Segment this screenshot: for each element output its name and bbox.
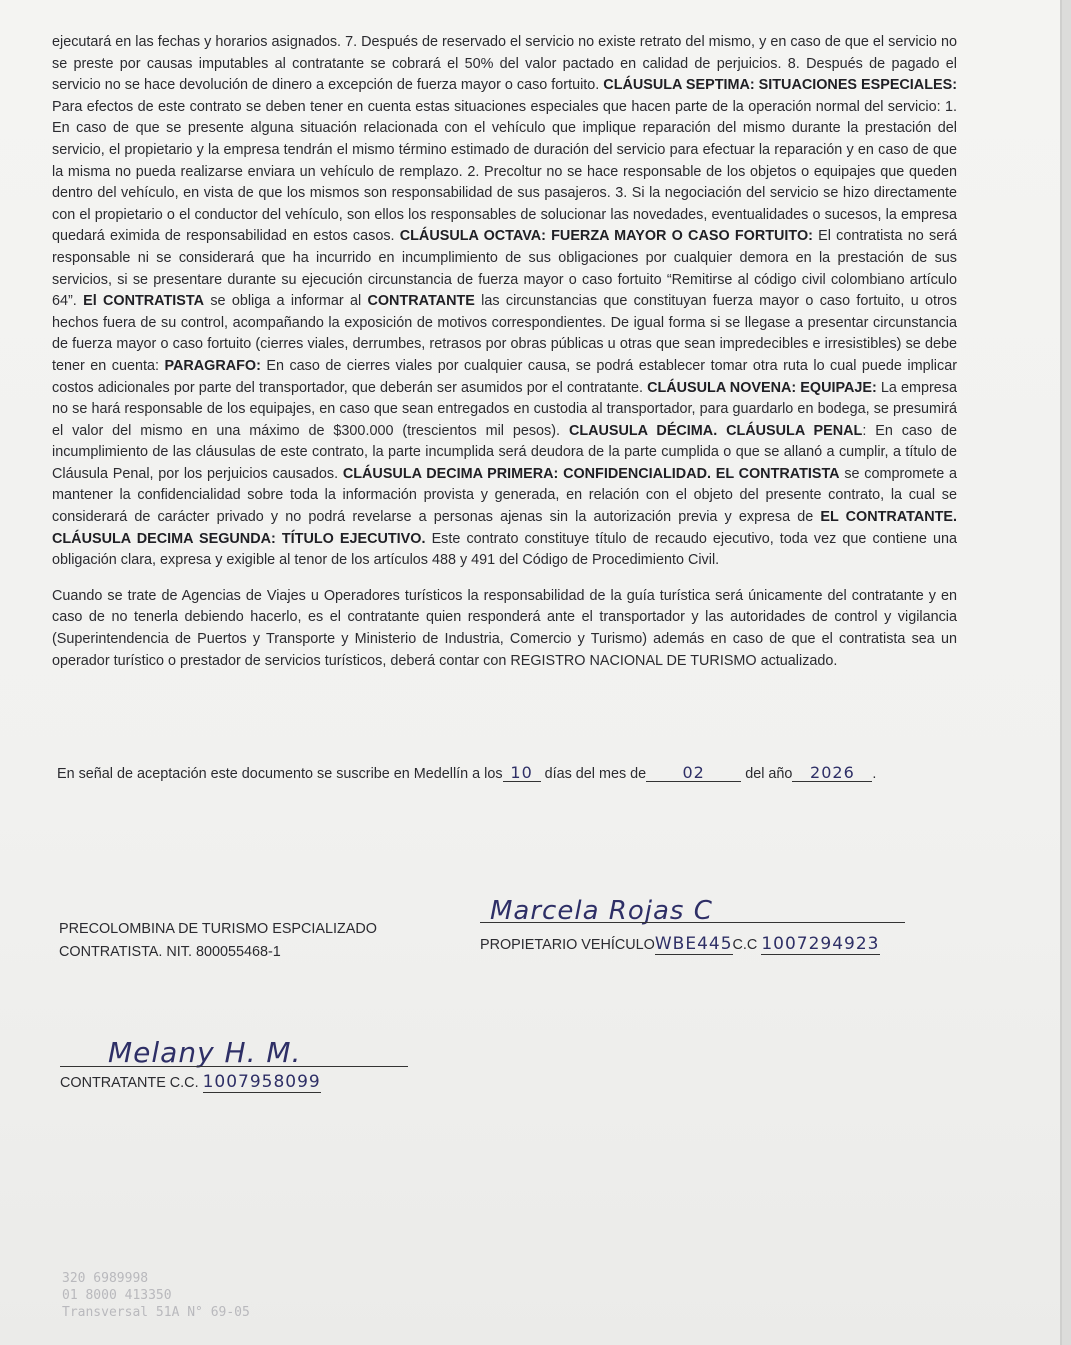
clause-text: : En caso de incumplimiento de las cláusulas de este contrato, la parte incumplida será deudora de la parte cumplida o que se allanó a cumplir, a título de Cláusula Penal, por los perjuicios causados. (52, 422, 957, 482)
clause-text: La empresa no se hará responsable de los equipajes, en caso que sean entregados en custodia al transportador, para guardarlo en bodega, se presumirá el valor del mismo en una máximo de $300.000 (trescientos mil pesos). (52, 379, 958, 439)
owner-cc-label: C.C (732, 937, 758, 953)
vehicle-plate: WBE445 (654, 934, 733, 954)
client-label: CONTRATANTE C.C. (60, 1075, 199, 1091)
acceptance-line (57, 765, 876, 782)
clause-text: En caso de cierres viales por cualquier causa, se podrá establecer tomar otra ruta lo cual puede implicar costos adicionales por parte del transportador, que deberán ser asumidos por el contratante. (52, 357, 957, 396)
clause-heading: CLÁUSULA SEPTIMA: SITUACIONES ESPECIALES: (603, 77, 957, 94)
day-field: 10 (503, 765, 541, 782)
clause-heading: CLÁUSULA OCTAVA: FUERZA MAYOR O CASO FORTUITO: (399, 228, 813, 245)
clause-text: se obliga a informar al (204, 293, 368, 310)
contractor-nit: CONTRATISTA. NIT. 800055468-1 (59, 944, 281, 960)
clause-text: El contratista no será responsable ni se considerará que ha incurrido en incumplimiento de sus obligaciones por cualquier demora en la prestación de sus servicios, si se presentare durante su ejecución circunstancia de fuerza mayor o caso fortuito “Remitirse al código civil colombiano artículo 64”. (52, 228, 957, 310)
month-field: 02 (646, 765, 741, 782)
clauses-paragraph (52, 32, 957, 572)
clause-heading: CONTRATANTE (367, 293, 475, 310)
clause-heading: PARAGRAFO: (164, 357, 261, 374)
owner-label: PROPIETARIO VEHÍCULO (480, 937, 655, 953)
client-signature: Melany H. M. (108, 1036, 302, 1069)
client-label-line (60, 1072, 321, 1092)
owner-cc-number: 1007294923 (761, 934, 880, 954)
stamp-phone: 320 6989998 (62, 1271, 149, 1286)
clause-text: Este contrato constituye título de recaudo ejecutivo, toda vez que contiene una obligación clara, expresa y exigible al tenor de los artículos 488 y 491 del Código de Procedimiento Civil. (52, 530, 957, 569)
clause-heading: CLÁUSULA DECIMA PRIMERA: CONFIDENCIALIDAD. EL CONTRATISTA (342, 465, 840, 482)
faded-stamp (62, 1270, 250, 1321)
clause-heading: El CONTRATISTA (83, 293, 205, 310)
clause-heading: EL CONTRATANTE. CLÁUSULA DECIMA SEGUNDA: TÍTULO EJECUTIVO. (52, 509, 957, 547)
owner-signature-line (480, 922, 905, 923)
clause-heading: CLAUSULA DÉCIMA. CLÁUSULA PENAL (568, 422, 863, 439)
owner-signature: Marcela Rojas C (490, 896, 713, 926)
contractor-block (59, 918, 377, 964)
stamp-tollfree: 01 8000 413350 (62, 1288, 172, 1303)
clause-text: las circunstancias que constituyan fuerza mayor o caso fortuito, u otros hechos fuera de su control, acompañando la exposición de motivos correspondientes. De igual forma si se llegase a presentar circunstancia de fuerza mayor o caso fortuito (cierres viales, derrumbes, retrasos por obras públicas u otras que sean impredecibles e irresistibles) se debe tener en cuenta: (52, 293, 958, 374)
clause-heading: CLÁUSULA NOVENA: EQUIPAJE: (647, 379, 877, 396)
acceptance-prefix: En señal de aceptación este documento se suscribe en Medellín a los (57, 766, 503, 782)
acceptance-middle: días del mes de (544, 766, 647, 782)
clause-text: Para efectos de este contrato se deben tener en cuenta estas situaciones especiales que hacen parte de la operación normal del servicio: 1. En caso de que se presente alguna situación relacionada con el vehículo que implique reparación del mismo durante la prestación del servicio, el propietario y la empresa tendrán el mismo término estimado de duración del servicio para efectuar la reparación y en caso de que la misma no pueda realizarse enviara un vehículo de remplazo. 2. Precoltur no se hace responsable de los objetos o equipajes que queden dentro del vehículo, en vista de que los mismos son responsabilidad de sus pasajeros. 3. Si la negociación del servicio se hizo directamente con el propietario o el conductor del vehículo, son ellos los responsables de solucionar las novedades, eventualidades o sucesos, la empresa quedará eximida de responsabilidad en estos casos. (52, 98, 957, 245)
year-label: del año (745, 766, 793, 782)
contract-body (52, 32, 957, 672)
contractor-name: PRECOLOMBINA DE TURISMO ESPCIALIZADO (59, 921, 377, 937)
owner-label-line (480, 934, 880, 954)
client-signature-line (60, 1066, 408, 1067)
acceptance-suffix: . (872, 766, 877, 782)
year-field: 2026 (792, 765, 872, 782)
stamp-address: Transversal 51A N° 69-05 (62, 1305, 250, 1320)
tourism-agencies-paragraph: Cuando se trate de Agencias de Viajes u Operadores turísticos la responsabilidad de la guía turística será únicamente del contratante y en caso de no tenerla debiendo hacerlo, es el contratante quien responderá ante el transportador y las autoridades de control y vigilancia (Superintendencia de Puertos y Transporte y Ministerio de Industria, Comercio y Turismo) además en caso de que el contratista sea un operador turístico o prestador de servicios turísticos, deberá contar con REGISTRO NACIONAL DE TURISMO actualizado. (52, 587, 957, 669)
clause-text: se compromete a mantener la confidencialidad sobre toda la información provista y generada, en relación con el objeto del presente contrato, la cual se considerará de carácter privado y no podrá revelarse a personas ajenas sin la autorización previa y expresa de (52, 465, 957, 526)
client-cc-number: 1007958099 (202, 1072, 321, 1092)
clause-text: ejecutará en las fechas y horarios asignados. 7. Después de reservado el servicio no existe retrato del mismo, y en caso de que el servicio no se preste por causas imputables al contratante se cobrará el 50% del valor pactado en calidad de perjuicios. 8. Después de pagado el servicio no se hace devolución de dinero a excepción de fuerza mayor o caso fortuito. (52, 34, 957, 94)
